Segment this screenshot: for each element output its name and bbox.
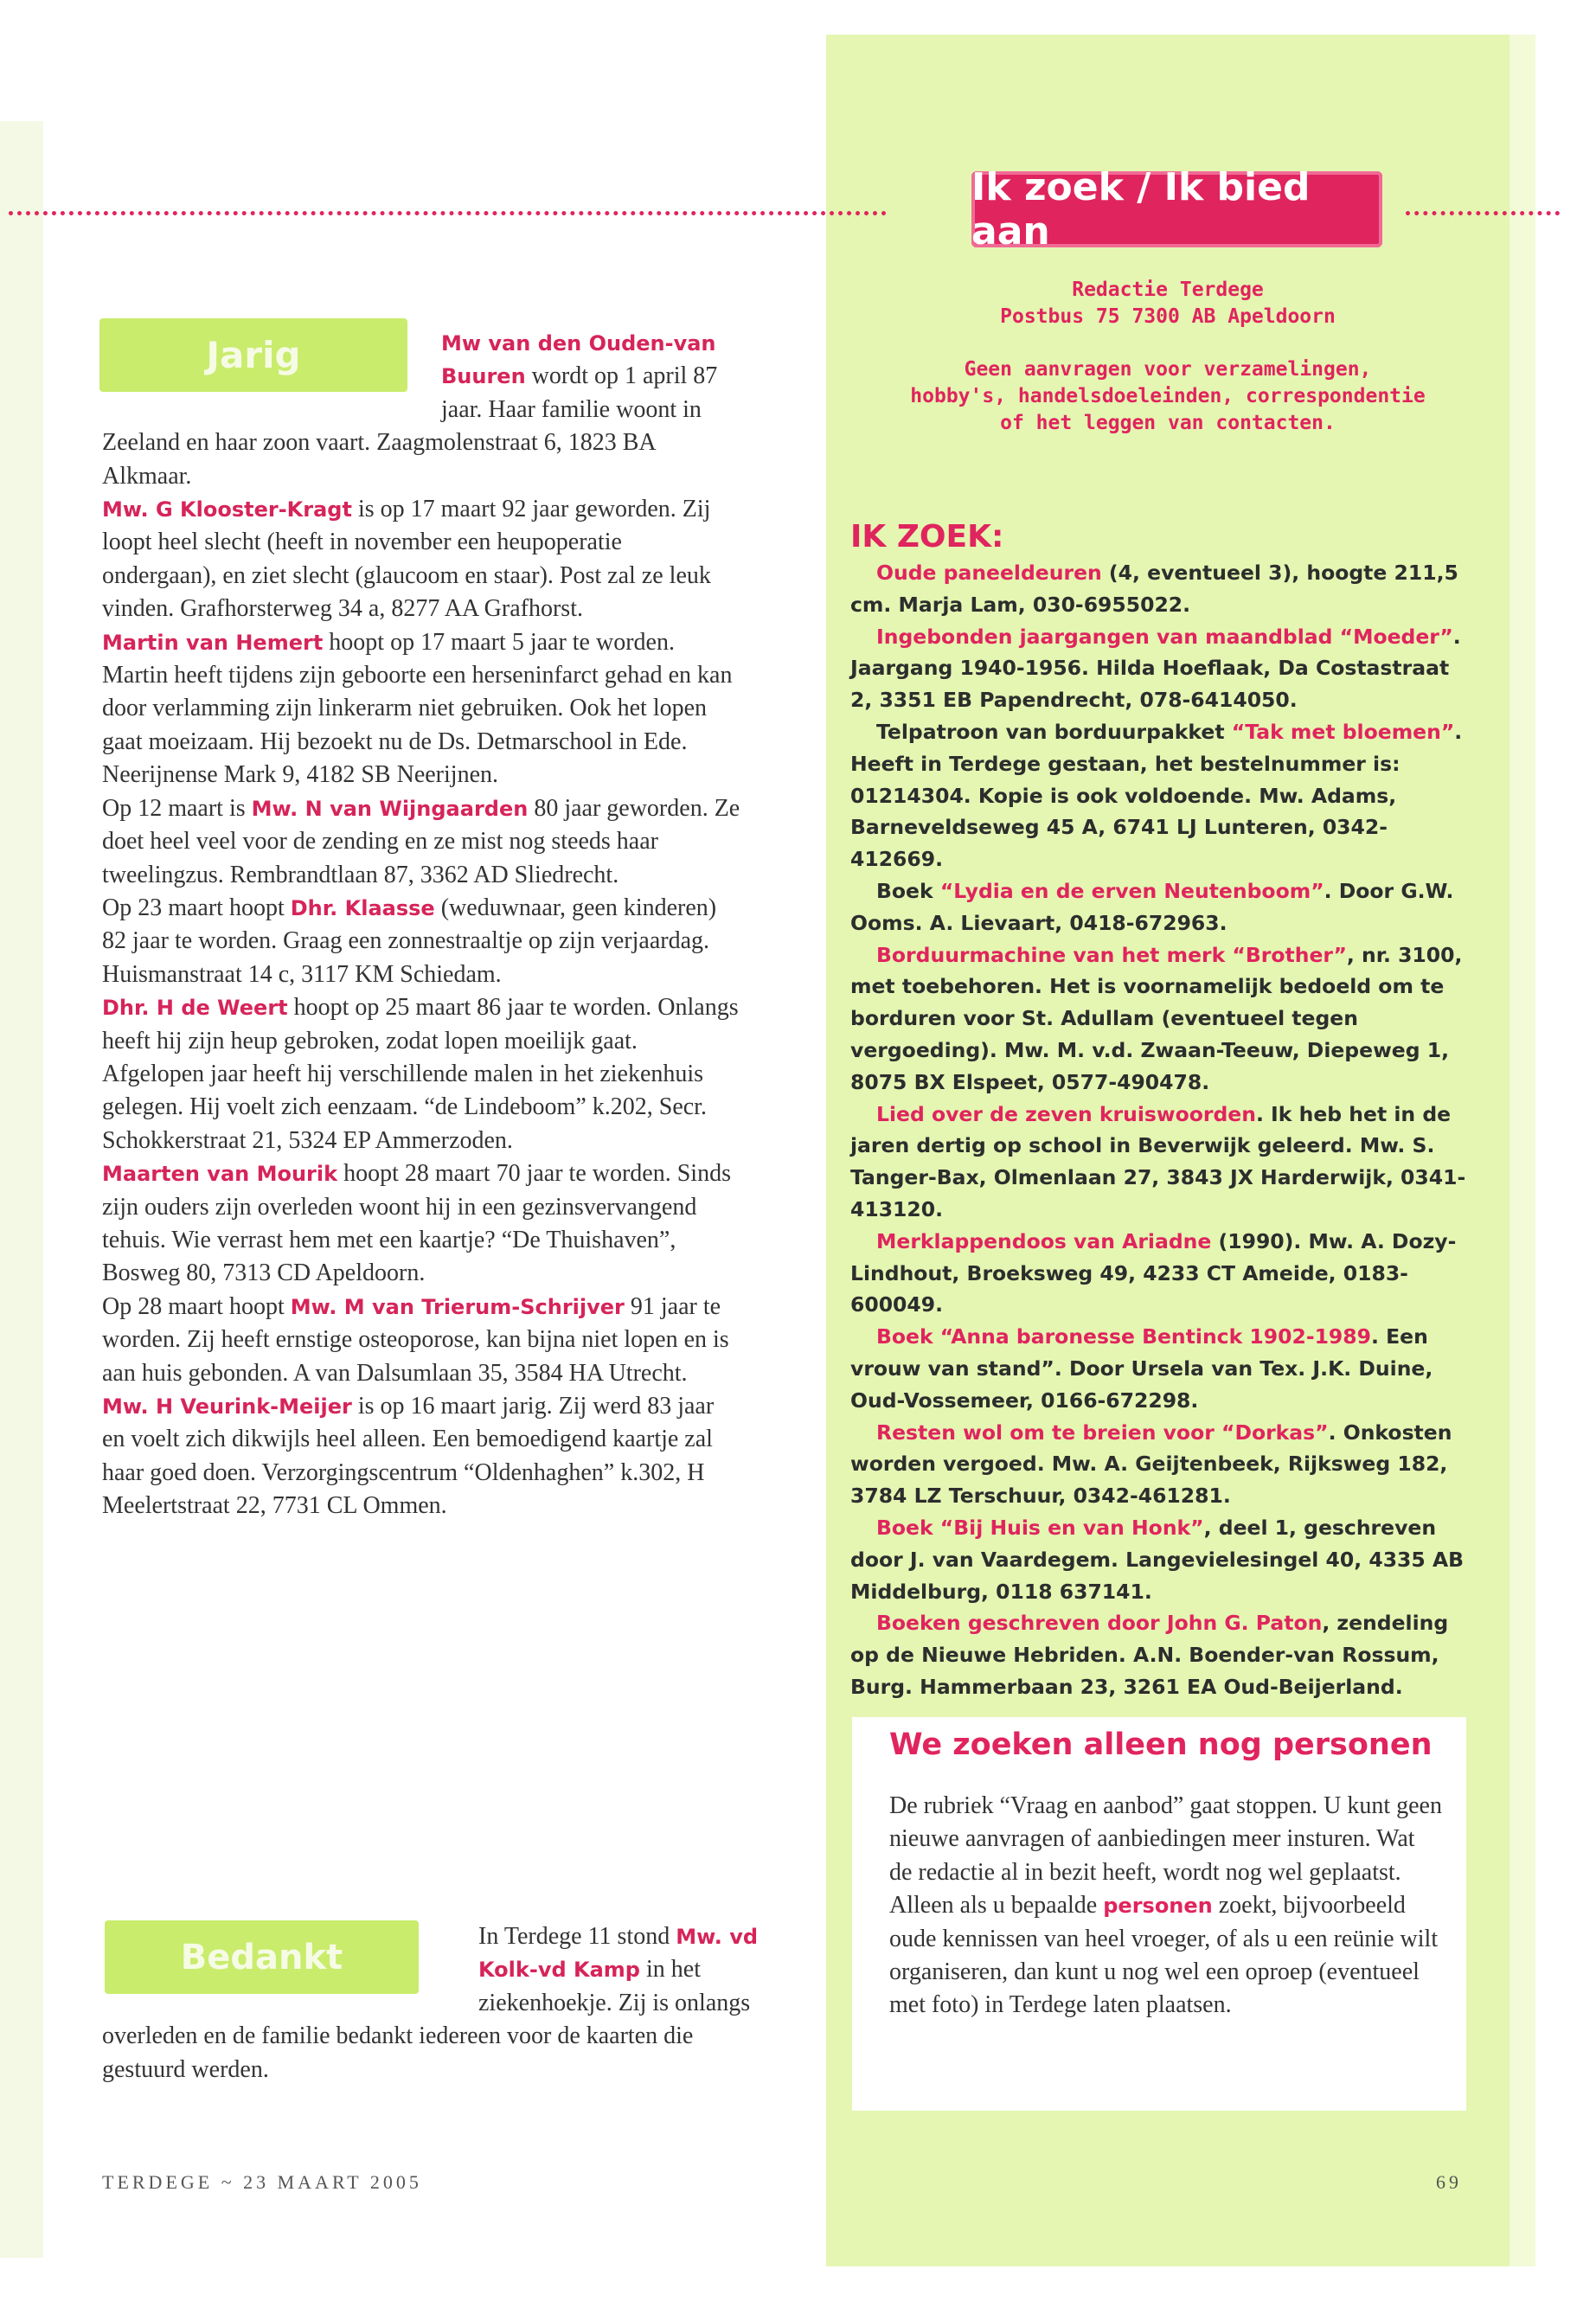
ad-highlight: Boek “Bij Huis en van Honk” [876,1515,1204,1540]
ad-highlight: Ingebonden jaargangen van maandblad “Moeder” [876,624,1453,649]
jarig-entry-intro: Op 28 maart hoopt [102,1292,291,1320]
bedankt-float-spacer [102,1920,478,2017]
ikzoek-heading: IK ZOEK: [850,519,1004,554]
footer-issue: TERDEGE ~ 23 MAART 2005 [102,2171,422,2193]
ad-highlight: Resten wol om te breien voor “Dorkas” [876,1420,1329,1445]
ad-text: , zendeling op de Nieuwe Hebriden. A.N. Boender-van Rossum, Burg. Hammerbaan 23, 3261 EA Oud-Beijerland. [850,1611,1449,1699]
jarig-entry [102,892,742,991]
right-column-edge [1509,35,1535,2266]
ad-intro: Boek [876,878,940,903]
ad-item [850,1607,1469,1702]
jarig-entry [102,1390,742,1523]
ad-highlight: Oude paneeldeuren [876,561,1102,585]
jarig-entry-name: Mw. G Klooster-Kragt [102,497,352,522]
ad-highlight: Merklappendoos van Ariadne [876,1228,1212,1253]
jarig-entry-name: Mw. M van Trierum-Schrijver [290,1294,625,1319]
bedankt-text: in het ziekenhoekje. Zij is onlangs overleden en de familie bedankt iedereen voor de kaarten die gestuurd werden. [102,1956,751,2083]
jarig-entry-intro: Op 23 maart hoopt [102,894,291,921]
ikzoek-list [850,557,1469,1703]
ad-item [850,1321,1469,1416]
jarig-entry [102,626,742,792]
ad-highlight: Boek “Anna baronesse Bentinck 1902-1989 [876,1324,1371,1349]
ad-item [850,716,1469,875]
bedankt-label: Bedankt [105,1920,419,1994]
jarig-entry-text: is op 16 maart jarig. Zij werd 83 jaar en voelt zich dikwijls heel alleen. Een bemoedigend kaartje zal haar goed doen. Verzorgingscentrum “Oldenhaghen” k.302, H Meelertstraat 22, 7731 CL Ommen. [102,1393,715,1520]
ad-item [850,1417,1469,1512]
ad-item [850,1226,1469,1321]
jarig-entry-name: Martin van Hemert [102,630,324,655]
bedankt-intro: In Terdege 11 stond [478,1923,676,1950]
jarig-entry-text: 91 jaar te worden. Zij heeft ernstige osteoporose, kan bijna niet lopen en is aan huis gebonden. A van Dalsumlaan 35, 3584 HA Utrecht. [102,1292,729,1387]
jarig-entry-text: hoopt op 17 maart 5 jaar te worden. Martin heeft tijdens zijn geboorte een herseninfarct gehad en kan door verlamming zijn linkerarm niet gebruiken. Ook het lopen gaat moeizaam. Hij bezoekt nu de Ds. Detmarschool in Ede. Neerijnense Mark 9, 4182 SB Neerijnen. [102,628,733,789]
ad-intro: Telpatroon van borduurpakket [876,719,1232,744]
ad-text: . Jaargang 1940-1956. Hilda Hoeflaak, Da Costastraat 2, 3351 EB Papendrecht, 078-6414050. [850,624,1461,713]
jarig-entry [102,792,742,892]
jarig-entry-text: hoopt 28 maart 70 jaar te worden. Sinds zijn ouders zijn overleden woont hij in een gezinsvervangend tehuis. Wie verrast hem met een kaartje? “De Thuishaven”, Bosweg 80, 7313 CD Apeldoorn. [102,1160,731,1287]
jarig-entry-text: is op 17 maart 92 jaar geworden. Zij loopt heel slecht (heeft in november een heupoperatie ondergaan), en ziet slecht (glaucoom en staar). Post zal ze leuk vinden. Grafhorsterweg 34 a, 8277 AA Grafhorst. [102,496,711,623]
notice-box-post: zoekt, bijvoorbeeld oude kennissen van heel vroeger, of als u een reünie wilt organiseren, dan kunt u nog wel een oproep (eventueel met foto) in Terdege laten plaatsen. [889,1892,1439,2019]
ad-text: . Heeft in Terdege gestaan, het bestelnummer is: 01214304. Kopie is ook voldoende. Mw. Adams, Barneveldseweg 45 A, 6741 LJ Lunteren, 0342-412669. [850,719,1463,872]
jarig-entry [102,493,742,626]
notice-box [852,1717,1466,2111]
jarig-entry-intro: Op 12 maart is [102,794,252,822]
ad-text: , deel 1, geschreven door J. van Vaardegem. Langevielesingel 40, 4335 AB Middelburg, 0118 637141. [850,1515,1465,1604]
ad-highlight: “Tak met bloemen” [1231,719,1455,744]
left-margin-band [0,121,43,2258]
redactie-line-1: Redactie Terdege [1072,279,1264,301]
notice-box-highlight: personen [1103,1894,1213,1919]
jarig-entry [102,1157,742,1291]
page-number: 69 [1436,2171,1462,2193]
section-banner: Ik zoek / Ik bied aan [971,171,1382,247]
notice-box-pre: De rubriek “Vraag en aanbod” gaat stoppen. U kunt geen nieuwe aanvragen of aanbiedingen meer insturen. Wat de redactie al in bezit heeft, wordt nog wel geplaatst. Alleen als u bepaalde [889,1792,1442,1920]
ad-highlight: “Lydia en de erven Neutenboom” [939,878,1324,903]
notice-box-text [889,1790,1443,2022]
redactie-line-2: Postbus 75 7300 AB Apeldoorn [1000,305,1336,328]
ad-item [850,1099,1469,1226]
jarig-label: Jarig [99,318,407,392]
jarig-entry-text: wordt op 1 april 87 jaar. Haar familie woont in Zeeland en haar zoon vaart. Zaagmolenstraat 6, 1823 BA Alkmaar. [102,362,718,490]
notice-box-title: We zoeken alleen nog personen [889,1727,1433,1762]
ad-highlight: Borduurmachine van het merk “Brother” [876,942,1347,967]
ad-text: (1990). Mw. A. Dozy-Lindhout, Broeksweg 49, 4233 CT Ameide, 0183-600049. [850,1228,1457,1317]
notice-line-3: of het leggen van contacten. [1000,412,1336,434]
ad-text: . Onkosten worden vergoed. Mw. A. Geijtenbeek, Rijksweg 182, 3784 LZ Terschuur, 0342-461281. [850,1420,1452,1509]
jarig-entry-name: Mw. H Veurink-Meijer [102,1394,352,1419]
ad-text: . Een vrouw van stand”. Door Ursela van Tex. J.K. Duine, Oud-Vossemeer, 0166-672298. [850,1324,1433,1413]
ad-highlight: Boeken geschreven door John G. Paton [876,1611,1323,1636]
notice-text [848,356,1488,437]
jarig-float-spacer [102,327,441,426]
ad-item [850,1512,1469,1607]
ad-item [850,939,1469,1099]
ad-text: , nr. 3100, met toebehoren. Het is voornamelijk bedoeld om te borduren voor St. Adullam (eventueel tegen vergoeding). Mw. M. v.d. Zwaan-Teeuw, Diepeweg 1, 8075 BX Elspeet, 0577-490478. [850,942,1463,1094]
ad-text: (4, eventueel 3), hoogte 211,5 cm. Marja Lam, 030-6955022. [850,561,1458,617]
jarig-entry-name: Mw van den Ouden-van Buuren [441,331,716,389]
notice-line-2: hobby's, handelsdoeleinden, correspondentie [910,385,1426,407]
ad-text: . Door G.W. Ooms. A. Lievaart, 0418-672963. [850,878,1454,935]
ad-item [850,875,1469,939]
ad-highlight: Lied over de zeven kruiswoorden [876,1101,1256,1126]
jarig-entry-name: Maarten van Mourik [102,1162,338,1187]
notice-line-1: Geen aanvragen voor verzamelingen, [964,358,1372,381]
ad-item [850,557,1469,621]
ad-text: . Ik heb het in de jaren dertig op school in Beverwijk geleerd. Mw. S. Tanger-Bax, Olmenlaan 27, 3843 JX Harderwijk, 0341-413120. [850,1101,1466,1221]
jarig-entry [102,991,742,1157]
jarig-entry-name: Dhr. Klaasse [290,895,435,920]
jarig-entry-name: Dhr. H de Weert [102,996,288,1021]
jarig-entry-name: Mw. N van Wijngaarden [251,796,529,821]
redactie-address [848,277,1488,330]
jarig-entry [102,1291,742,1390]
dotted-rule-left [9,211,887,215]
jarig-section [102,327,742,1523]
jarig-entry-text: 80 jaar geworden. Ze doet heel veel voor de zending en ze mist nog steeds haar tweelingzus. Rembrandtlaan 87, 3362 AD Sliedrecht. [102,794,740,888]
ad-item [850,621,1469,716]
jarig-entry-text: (weduwnaar, geen kinderen) 82 jaar te worden. Graag een zonnestraaltje op zijn verjaardag. Huismanstraat 14 c, 3117 KM Schiedam. [102,894,717,988]
bedankt-section [102,1920,764,2086]
jarig-entry-text: hoopt op 25 maart 86 jaar te worden. Onlangs heeft hij zijn heup gebroken, zodat lopen moeilijk gaat. Afgelopen jaar heeft hij verschillende malen in het ziekenhuis gelegen. Hij voelt zich eenzaam. “de Lindeboom” k.202, Secr. Schokkerstraat 21, 5324 EP Ammerzoden. [102,994,739,1154]
bedankt-name: Mw. vd Kolk-vd Kamp [478,1925,759,1983]
dotted-rule-right [1406,211,1560,215]
